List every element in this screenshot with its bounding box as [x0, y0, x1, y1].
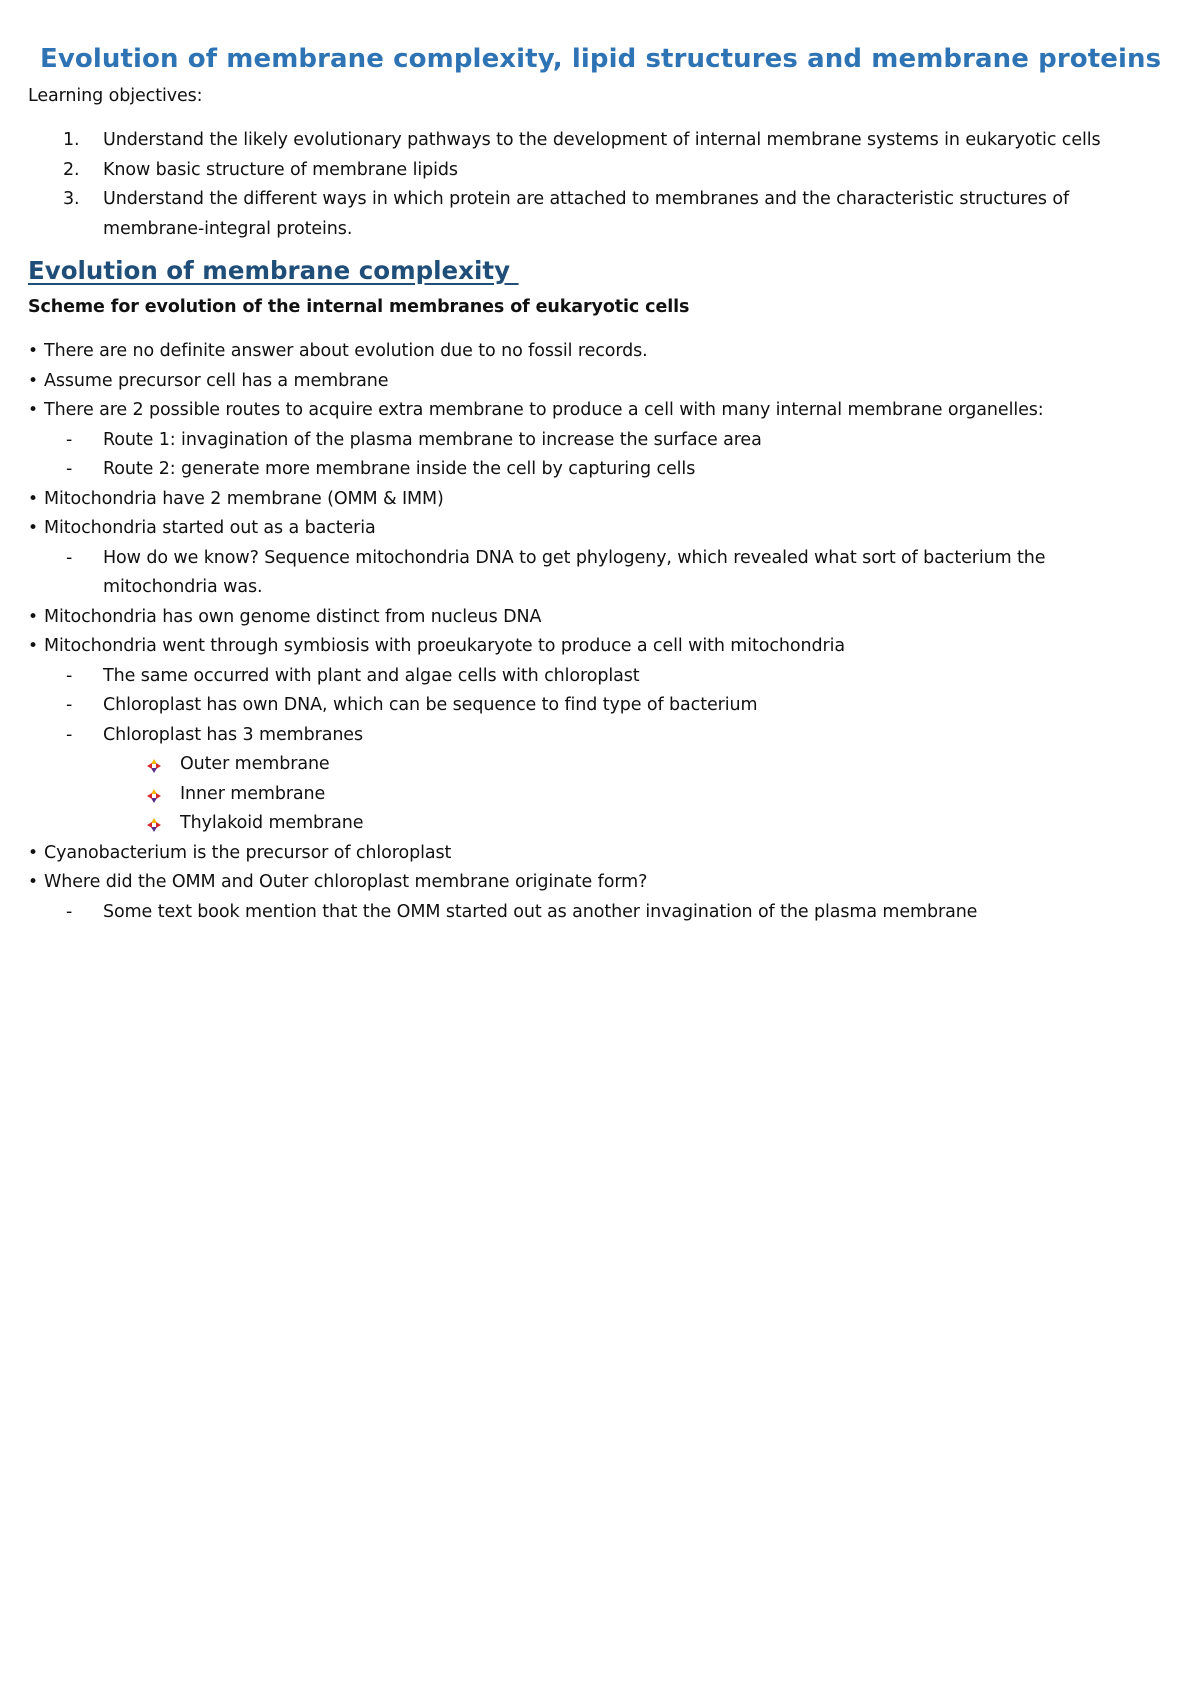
bullet-text: Outer membrane: [180, 754, 330, 774]
objective-number: 3.: [63, 189, 80, 209]
bullet-text: There are 2 possible routes to acquire extra membrane to produce a cell with many internal membrane organelles:: [44, 400, 1044, 420]
bullet-dot-icon: •: [28, 400, 38, 420]
four-arrow-bullet-icon: [146, 788, 162, 804]
bullet-item-level-2: [28, 544, 1158, 603]
bullet-item-level-2: [28, 426, 1158, 456]
bullet-dot-icon: •: [28, 606, 38, 627]
bullet-text: Chloroplast has own DNA, which can be sequence to find type of bacterium: [103, 695, 758, 715]
bullet-dot-icon: •: [28, 842, 38, 863]
notes-bullet-list: [28, 337, 1158, 927]
dash-bullet-icon: -: [66, 901, 73, 922]
bullet-item-level-2: [28, 662, 1158, 692]
bullet-text: Cyanobacterium is the precursor of chloroplast: [44, 842, 452, 863]
bullet-text: How do we know? Sequence mitochondria DNA to get phylogeny, which revealed what sort of bacterium the mitochondria was.: [103, 547, 1046, 597]
dash-bullet-icon: -: [66, 724, 73, 745]
objective-number: 1.: [63, 130, 80, 150]
bullet-dot-icon: •: [28, 518, 38, 538]
bullet-text: Some text book mention that the OMM started out as another invagination of the plasma membrane: [103, 901, 978, 922]
bullet-item-level-1: [28, 603, 1158, 633]
bullet-text: Chloroplast has 3 membranes: [103, 724, 363, 745]
bullet-text: Mitochondria started out as a bacteria: [44, 518, 376, 538]
bullet-text: There are no definite answer about evolution due to no fossil records.: [44, 341, 648, 361]
objective-text: Know basic structure of membrane lipids: [103, 159, 458, 180]
objective-item: [28, 156, 1148, 186]
objective-item: [28, 126, 1148, 156]
bullet-item-level-1: [28, 868, 1158, 898]
bullet-item-level-1: [28, 337, 1158, 367]
bullet-text: Route 1: invagination of the plasma membrane to increase the surface area: [103, 429, 762, 450]
bullet-item-level-2: [28, 898, 1158, 928]
bullet-text: Mitochondria have 2 membrane (OMM & IMM): [44, 488, 444, 509]
dash-bullet-icon: -: [66, 665, 73, 686]
bullet-item-level-2: [28, 691, 1158, 721]
bullet-dot-icon: •: [28, 370, 38, 391]
bullet-text: Route 2: generate more membrane inside the cell by capturing cells: [103, 459, 696, 479]
objective-text: Understand the likely evolutionary pathways to the development of internal membrane systems in eukaryotic cells: [103, 130, 1101, 150]
bullet-item-level-1: [28, 367, 1158, 397]
bullet-dot-icon: •: [28, 872, 38, 892]
bullet-item-level-3: [28, 780, 1158, 810]
dash-bullet-icon: -: [66, 695, 73, 715]
section-heading: Evolution of membrane complexity: [28, 256, 519, 285]
four-arrow-bullet-icon: [146, 758, 162, 774]
dash-bullet-icon: -: [66, 547, 73, 568]
objective-text: Understand the different ways in which protein are attached to membranes and the characteristic structures of membrane-integral proteins.: [103, 189, 1070, 239]
bullet-text: Assume precursor cell has a membrane: [44, 370, 389, 391]
bullet-item-level-3: [28, 750, 1158, 780]
learning-objectives-label: Learning objectives:: [28, 86, 203, 106]
bullet-text: The same occurred with plant and algae cells with chloroplast: [103, 665, 640, 686]
bullet-item-level-1: [28, 514, 1158, 544]
bullet-item-level-3: [28, 809, 1158, 839]
bullet-item-level-1: [28, 396, 1158, 426]
bullet-dot-icon: •: [28, 636, 38, 656]
bullet-text: Mitochondria has own genome distinct from nucleus DNA: [44, 606, 542, 627]
bullet-dot-icon: •: [28, 488, 38, 509]
objective-number: 2.: [63, 159, 80, 180]
bullet-item-level-2: [28, 721, 1158, 751]
bullet-item-level-2: [28, 455, 1158, 485]
bullet-text: Inner membrane: [180, 783, 326, 804]
scheme-subtitle: Scheme for evolution of the internal membranes of eukaryotic cells: [28, 297, 690, 317]
objective-item: [28, 185, 1148, 244]
bullet-dot-icon: •: [28, 341, 38, 361]
bullet-item-level-1: [28, 485, 1158, 515]
dash-bullet-icon: -: [66, 429, 73, 450]
bullet-item-level-1: [28, 632, 1158, 662]
bullet-text: Thylakoid membrane: [180, 813, 364, 833]
bullet-text: Where did the OMM and Outer chloroplast membrane originate form?: [44, 872, 648, 892]
four-arrow-bullet-icon: [146, 817, 162, 833]
bullet-text: Mitochondria went through symbiosis with proeukaryote to produce a cell with mitochondria: [44, 636, 845, 656]
bullet-item-level-1: [28, 839, 1158, 869]
learning-objectives-list: [28, 126, 1148, 244]
dash-bullet-icon: -: [66, 459, 73, 479]
document-title: Evolution of membrane complexity, lipid structures and membrane proteins: [40, 44, 1162, 74]
